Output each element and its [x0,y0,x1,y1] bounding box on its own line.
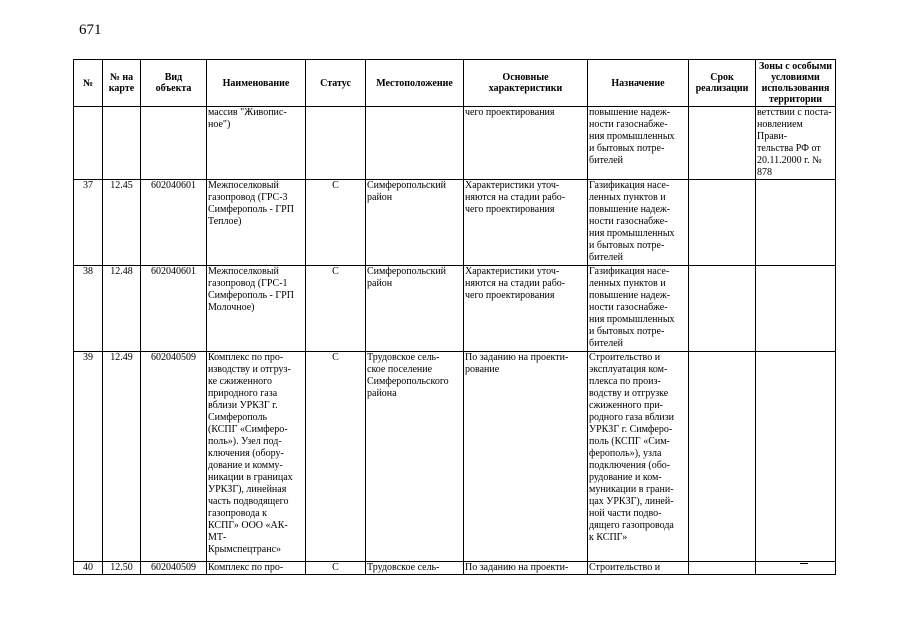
cell-status: С [306,266,366,352]
cell-num: 38 [74,266,103,352]
cell-name: Комплекс по про- изводству и отгруз- ке сжиженного природного газа вблизи УРКЗГ г. Симферополь (КСПГ «Симферо- поль»). Узел под- ключения (обору- дование и комму- никации в границах УРКЗГ), линейная часть подводящего газопровода к КСПГ» ООО «АК- МТ- Крымспецтранс» [207,352,306,562]
cell-term [689,266,756,352]
cell-zones [756,352,836,562]
header-object-type: Вид объекта [141,60,207,107]
header-status: Статус [306,60,366,107]
header-num: № [74,60,103,107]
cell-map-num: 12.48 [103,266,141,352]
cell-status: С [306,352,366,562]
cell-object-type: 602040601 [141,266,207,352]
header-zones: Зоны с особыми условиями использования территории [756,60,836,107]
header-location: Местоположение [366,60,464,107]
table-row [74,352,836,562]
cell-zones [756,562,836,575]
cell-name: Межпоселковый газопровод (ГРС-3 Симферополь - ГРП Теплое) [207,180,306,266]
cell-num: 39 [74,352,103,562]
header-map-num: № на карте [103,60,141,107]
cell-term [689,180,756,266]
stray-mark [800,563,808,564]
cell-object-type: 602040509 [141,352,207,562]
header-name: Наименование [207,60,306,107]
cell-characteristics: Характеристики уточ- няются на стадии рабо- чего проектирования [464,266,588,352]
cell-object-type [141,107,207,180]
cell-map-num [103,107,141,180]
cell-name: Комплекс по про- [207,562,306,575]
cell-purpose: Строительство и эксплуатация ком- плекса по произ- водству и отгрузке сжиженного при- родного газа вблизи УРКЗГ г. Симферо- поль (КСПГ «Сим- ферополь»), узла подключения (обо- рудование и ком- муникации в грани- цах УРКЗГ), линей- ной части подво- дящего газопровода к КСПГ» [588,352,689,562]
cell-map-num: 12.49 [103,352,141,562]
cell-characteristics: чего проектирования [464,107,588,180]
header-characteristics: Основные характеристики [464,60,588,107]
cell-location: Симферопольский район [366,266,464,352]
cell-location: Симферопольский район [366,180,464,266]
header-row [74,60,836,107]
cell-characteristics: Характеристики уточ- няются на стадии рабо- чего проектирования [464,180,588,266]
cell-location: Трудовское сель- ское поселение Симферопольского района [366,352,464,562]
cell-zones: ветствии с поста- новлением Прави- тельства РФ от 20.11.2000 г. № 878 [756,107,836,180]
cell-characteristics: По заданию на проекти- [464,562,588,575]
header-purpose: Назначение [588,60,689,107]
table-row [74,266,836,352]
cell-purpose: Газификация насе- ленных пунктов и повышение надеж- ности газоснабже- ния промышленных и бытовых потре- бителей [588,266,689,352]
cell-zones [756,180,836,266]
cell-status: С [306,562,366,575]
registry-table [73,59,836,575]
cell-status: С [306,180,366,266]
cell-name: Межпоселковый газопровод (ГРС-1 Симферополь - ГРП Молочное) [207,266,306,352]
table-row [74,562,836,575]
header-term: Срок реализации [689,60,756,107]
cell-location: Трудовское сель- [366,562,464,575]
cell-num: 40 [74,562,103,575]
cell-characteristics: По заданию на проекти- рование [464,352,588,562]
cell-location [366,107,464,180]
cell-purpose: повышение надеж- ности газоснабже- ния промышленных и бытовых потре- бителей [588,107,689,180]
cell-num: 37 [74,180,103,266]
cell-term [689,352,756,562]
cell-purpose: Газификация насе- ленных пунктов и повышение надеж- ности газоснабже- ния промышленных и бытовых потре- бителей [588,180,689,266]
cell-map-num: 12.50 [103,562,141,575]
cell-zones [756,266,836,352]
cell-num [74,107,103,180]
cell-name: массив "Живопис- ное") [207,107,306,180]
cell-term [689,107,756,180]
table-row [74,107,836,180]
cell-object-type: 602040601 [141,180,207,266]
cell-object-type: 602040509 [141,562,207,575]
cell-status [306,107,366,180]
page-number: 671 [79,22,102,38]
table-row [74,180,836,266]
cell-map-num: 12.45 [103,180,141,266]
cell-purpose: Строительство и [588,562,689,575]
cell-term [689,562,756,575]
